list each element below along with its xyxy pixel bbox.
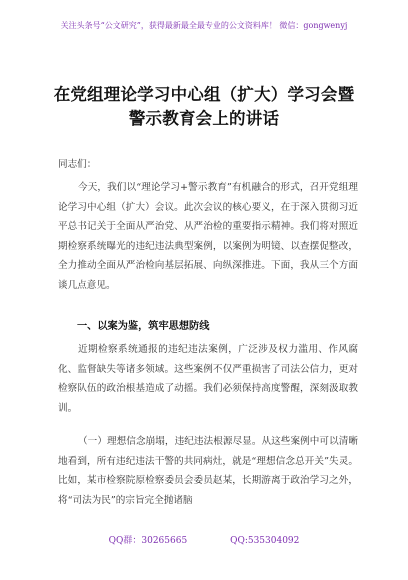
title-line-1: 在党组理论学习中心组（扩大）学习会暨 — [53, 85, 355, 104]
footer-qq-group: QQ群：30265665 — [108, 536, 188, 546]
section-heading-1: 一、以案为鉴，筑牢思想防线 — [77, 321, 210, 332]
paragraph-cases: 近期检察系统通报的违纪违法案例，广泛涉及权力滥用、作风腐化、监督缺失等诸多领域。这些案例不仅严重损害了司法公信力，更对检察队伍的政治根基造成了动摇。我们必须保持高度警醒，深刻汲取教训。 — [58, 344, 358, 414]
promo-banner: 关注头条号“公文研究”，获得最新最全最专业的公文资料库！ 微信：gongwenyj — [60, 21, 348, 30]
paragraph-subsection-1: （一）理想信念崩塌，违纪违法根源尽显。从这些案例中可以清晰地看到，所有违纪违法干警的共同病灶，就是“理想信念总开关”失灵。比如，某市检察院原检察委员会委员赵某，长期游离于政治学习之外，将“司法为民”的宗旨完全抛诸脑 — [58, 436, 358, 506]
salutation: 同志们： — [58, 159, 97, 170]
footer-qq: QQ:535304092 — [230, 536, 300, 546]
footer-contact — [0, 533, 408, 546]
document-title — [20, 83, 388, 131]
paragraph-intro: 今天，我们以“理论学习+警示教育”有机融合的形式，召开党组理论学习中心组（扩大）会议。此次会议的核心要义，在于深入贯彻习近平总书记关于全面从严治党、从严治检的重要指示精神。我们将对照近期检察系统曝光的违纪违法典型案例，以案例为明镜、以查摆促整改，全力推动全面从严治检向基层拓展、向纵深推进。下面，我从三个方面谈几点意见。 — [58, 182, 358, 291]
title-line-2: 警示教育会上的讲话 — [128, 109, 280, 128]
